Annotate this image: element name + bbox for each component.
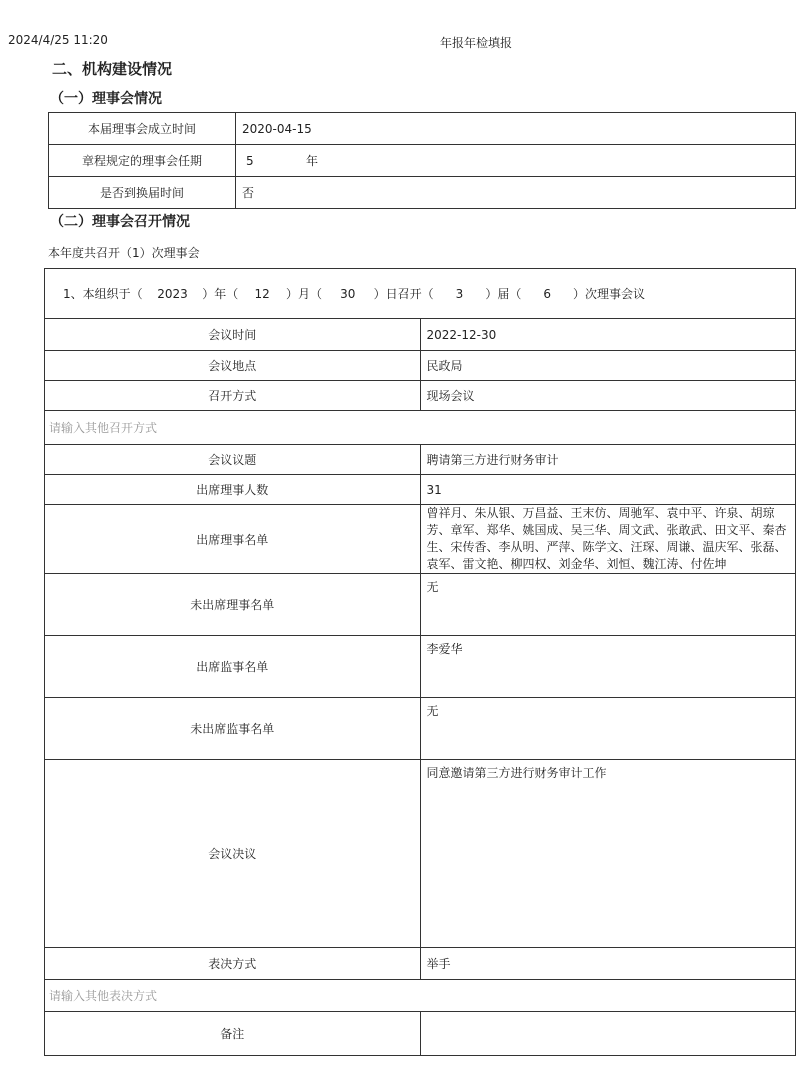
remarks-value[interactable] (420, 1012, 796, 1056)
remarks-label: 备注 (45, 1012, 421, 1056)
due-value[interactable]: 否 (236, 177, 796, 209)
time-label: 会议时间 (45, 319, 421, 351)
table-row (49, 145, 796, 177)
page-title: 年报年检填报 (440, 36, 513, 50)
section-title: 二、机构建设情况 (52, 60, 173, 78)
resolution-label: 会议决议 (45, 760, 421, 948)
table-row (45, 636, 796, 698)
term-label: 章程规定的理事会任期 (49, 145, 236, 177)
table-row (45, 411, 796, 445)
absent-list-label: 未出席理事名单 (45, 574, 421, 636)
meeting-session-suffix: ）届（ (485, 287, 522, 301)
topic-value[interactable]: 聘请第三方进行财务审计 (420, 445, 796, 475)
time-value[interactable]: 2022-12-30 (420, 319, 796, 351)
meetings-title: （二）理事会召开情况 (50, 214, 190, 230)
meeting-month[interactable]: 12 (254, 287, 270, 301)
meeting-day[interactable]: 30 (340, 287, 356, 301)
topic-label: 会议议题 (45, 445, 421, 475)
meeting-prefix: 1、本组织于（ (63, 287, 143, 301)
meeting-year[interactable]: 2023 (157, 287, 188, 301)
attend-list-label: 出席理事名单 (45, 505, 421, 574)
table-row (45, 948, 796, 980)
established-label: 本届理事会成立时间 (49, 113, 236, 145)
due-label: 是否到换届时间 (49, 177, 236, 209)
supervisors-label: 出席监事名单 (45, 636, 421, 698)
table-row (45, 698, 796, 760)
meeting-session[interactable]: 3 (455, 287, 464, 301)
table-row (45, 760, 796, 948)
table-row (45, 980, 796, 1012)
term-value[interactable]: 5 (246, 154, 254, 168)
table-row (45, 381, 796, 411)
table-row (45, 445, 796, 475)
resolution-value[interactable]: 同意邀请第三方进行财务审计工作 (420, 760, 796, 948)
place-label: 会议地点 (45, 351, 421, 381)
term-unit: 年 (306, 154, 319, 168)
meeting-table (44, 268, 796, 1056)
absent-supervisors-label: 未出席监事名单 (45, 698, 421, 760)
method-value[interactable]: 现场会议 (420, 381, 796, 411)
term-cell[interactable] (236, 145, 796, 177)
print-datetime: 2024/4/25 11:20 (8, 33, 108, 47)
council-table (48, 112, 796, 209)
vote-label: 表决方式 (45, 948, 421, 980)
table-row (45, 1012, 796, 1056)
vote-value[interactable]: 举手 (420, 948, 796, 980)
meeting-year-suffix: ）年（ (202, 287, 239, 301)
meeting-line (45, 269, 796, 319)
supervisors-value[interactable]: 李爱华 (420, 636, 796, 698)
table-row (45, 351, 796, 381)
method-other-input[interactable]: 请输入其他召开方式 (45, 411, 796, 445)
table-row (45, 319, 796, 351)
absent-list-value[interactable]: 无 (420, 574, 796, 636)
table-row (45, 574, 796, 636)
place-value[interactable]: 民政局 (420, 351, 796, 381)
attend-list-value[interactable]: 曾祥月、朱从银、万昌益、王末仿、周驰军、袁中平、许泉、胡琼芳、章军、郑华、姚国成、吴三华、周文武、张敢武、田文平、秦杏生、宋传香、李从明、严萍、陈学文、汪琛、周谦、温庆军、张磊、袁军、雷文艳、柳四权、刘金华、刘恒、魏江涛、付佐坤 (420, 505, 796, 574)
attend-count-label: 出席理事人数 (45, 475, 421, 505)
attend-count-value[interactable]: 31 (420, 475, 796, 505)
council-title: （一）理事会情况 (50, 91, 162, 107)
meetings-summary: 本年度共召开（1）次理事会 (48, 246, 200, 260)
meeting-number[interactable]: 6 (543, 287, 551, 301)
table-row (45, 269, 796, 319)
meeting-month-suffix: ）月（ (285, 287, 322, 301)
table-row (49, 113, 796, 145)
established-value[interactable]: 2020-04-15 (236, 113, 796, 145)
table-row (49, 177, 796, 209)
vote-other-input[interactable]: 请输入其他表决方式 (45, 980, 796, 1012)
meeting-number-suffix: ）次理事会议 (572, 287, 645, 301)
table-row (45, 475, 796, 505)
absent-supervisors-value[interactable]: 无 (420, 698, 796, 760)
meeting-day-suffix: ）日召开（ (373, 287, 434, 301)
method-label: 召开方式 (45, 381, 421, 411)
table-row (45, 505, 796, 574)
